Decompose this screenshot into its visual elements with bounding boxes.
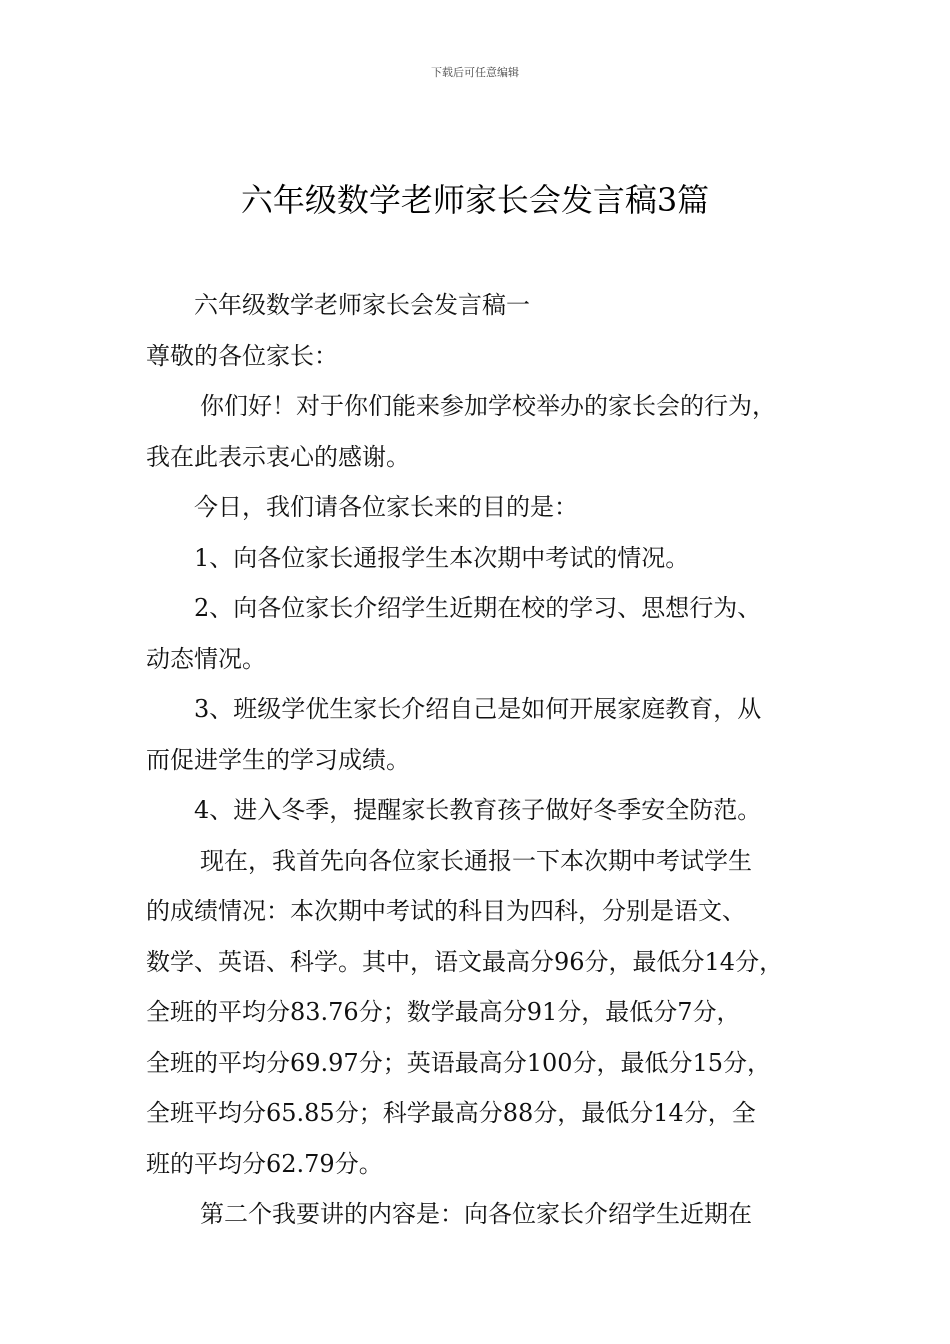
- page-header-note: 下载后可任意编辑: [431, 66, 519, 79]
- document-body: [146, 280, 828, 1240]
- paragraph-line: 你们好！对于你们能来参加学校举办的家长会的行为，: [200, 392, 776, 420]
- paragraph-line: 数学、英语、科学。其中，语文最高分96分，最低分14分，: [146, 947, 784, 976]
- paragraph-line: 全班的平均分83.76分；数学最高分91分，最低分7分，: [146, 998, 741, 1026]
- list-item-continuation: 而促进学生的学习成绩。: [146, 745, 410, 774]
- paragraph-line: 今日，我们请各位家长来的目的是：: [194, 493, 578, 521]
- list-item: 4、进入冬季，提醒家长教育孩子做好冬季安全防范。: [194, 796, 762, 824]
- paragraph-line: 全班平均分65.85分；科学最高分88分，最低分14分，全: [146, 1099, 756, 1127]
- list-item: 1、向各位家长通报学生本次期中考试的情况。: [194, 543, 690, 572]
- salutation: 尊敬的各位家长：: [146, 341, 338, 370]
- document-title: 六年级数学老师家长会发言稿3篇: [240, 181, 710, 219]
- paragraph-line: 第二个我要讲的内容是：向各位家长介绍学生近期在: [200, 1200, 752, 1228]
- paragraph-line: 全班的平均分69.97分；英语最高分100分，最低分15分，: [146, 1048, 772, 1077]
- paragraph-line: 班的平均分62.79分。: [146, 1149, 383, 1178]
- section-heading: 六年级数学老师家长会发言稿一: [194, 291, 530, 319]
- list-item-continuation: 动态情况。: [146, 644, 266, 673]
- list-item: 3、班级学优生家长介绍自己是如何开展家庭教育，从: [194, 695, 762, 723]
- paragraph-line: 现在，我首先向各位家长通报一下本次期中考试学生: [200, 846, 752, 875]
- list-item: 2、向各位家长介绍学生近期在校的学习、思想行为、: [194, 594, 762, 622]
- paragraph-line: 我在此表示衷心的感谢。: [146, 442, 410, 471]
- paragraph-line: 的成绩情况：本次期中考试的科目为四科，分别是语文、: [146, 897, 746, 925]
